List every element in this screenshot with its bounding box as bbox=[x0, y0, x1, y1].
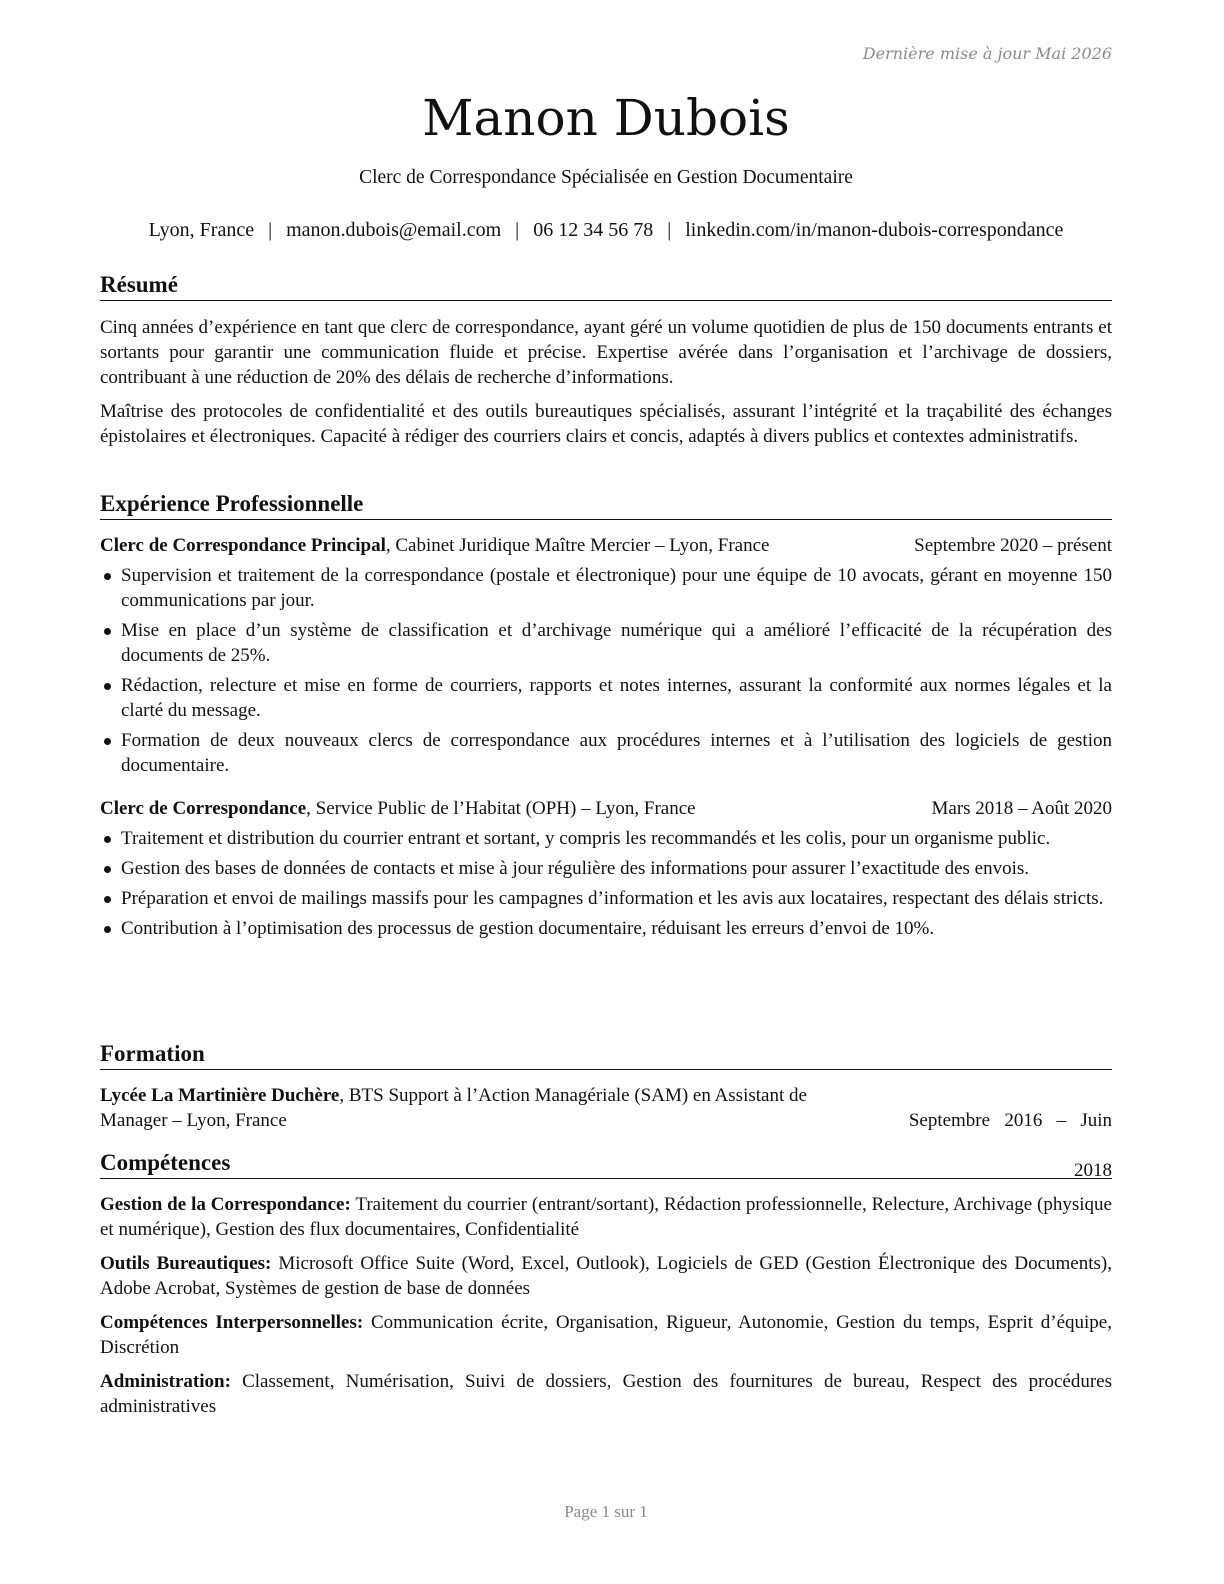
contact-linkedin[interactable]: linkedin.com/in/manon-dubois-correspondance bbox=[685, 219, 1064, 241]
job-header bbox=[100, 533, 1112, 558]
skill-text: Microsoft Office Suite (Word, Excel, Outlook), Logiciels de GED (Gestion Électronique des Documents), Adobe Acrobat, Systèmes de gestion de base de données bbox=[100, 1253, 1112, 1299]
skill-label: Outils Bureautiques: bbox=[100, 1253, 272, 1274]
bullet-icon bbox=[104, 836, 111, 843]
page-number: Page 1 sur 1 bbox=[564, 1502, 648, 1521]
education-degree-line2: Manager – Lyon, France bbox=[100, 1110, 287, 1131]
job-bullets bbox=[100, 826, 1112, 941]
contact-phone: 06 12 34 56 78 bbox=[533, 219, 654, 241]
bullet-icon bbox=[104, 573, 111, 580]
contact-email[interactable]: manon.dubois@email.com bbox=[286, 219, 502, 241]
education-dates-line2: 2018 bbox=[1074, 1160, 1112, 1181]
contact-line bbox=[100, 219, 1112, 242]
job-entry bbox=[100, 533, 1112, 778]
contact-separator: | bbox=[667, 219, 672, 241]
skill-label: Compétences Interpersonnelles: bbox=[100, 1312, 364, 1333]
skill-item bbox=[100, 1369, 1112, 1419]
resume-page bbox=[100, 0, 1112, 1584]
bullet-icon bbox=[104, 896, 111, 903]
bullet-icon bbox=[104, 628, 111, 635]
job-role-org bbox=[100, 533, 769, 558]
contact-separator: | bbox=[515, 219, 520, 241]
summary-section bbox=[100, 271, 1112, 449]
job-org: , Cabinet Juridique Maître Mercier – Lyon, France bbox=[385, 535, 770, 556]
last-updated: Dernière mise à jour Mai 2026 bbox=[862, 44, 1112, 63]
bullet-icon bbox=[104, 683, 111, 690]
bullet-icon bbox=[104, 866, 111, 873]
job-entry bbox=[100, 796, 1112, 941]
skill-item bbox=[100, 1192, 1112, 1242]
bullet-item: Mise en place d’un système de classification et d’archivage numérique qui a amélioré l’efficacité de la récupération des documents de 25%. bbox=[100, 618, 1112, 668]
contact-separator: | bbox=[268, 219, 273, 241]
candidate-name: Manon Dubois bbox=[422, 89, 790, 147]
candidate-headline: Clerc de Correspondance Spécialisée en Gestion Documentaire bbox=[359, 167, 853, 188]
summary-paragraph: Maîtrise des protocoles de confidentialité et des outils bureautiques spécialisés, assurant l’intégrité et la traçabilité des échanges épistolaires et électroniques. Capacité à rédiger des courriers clairs et concis, adaptés à divers publics et contextes administratifs. bbox=[100, 401, 1112, 447]
summary-paragraph: Cinq années d’expérience en tant que clerc de correspondance, ayant géré un volume quotidien de plus de 150 documents entrants et sortants pour garantir une communication fluide et précise. Expertise avérée dans l’organisation et l’archivage de dossiers, contribuant à une réduction de 20% des délais de recherche d’informations. bbox=[100, 317, 1112, 388]
skill-label: Administration: bbox=[100, 1371, 231, 1392]
skill-text: Communication écrite, Organisation, Rigueur, Autonomie, Gestion du temps, Esprit d’équipe, Discrétion bbox=[100, 1312, 1112, 1358]
skill-text: Classement, Numérisation, Suivi de dossiers, Gestion des fournitures de bureau, Respect des procédures administratives bbox=[100, 1371, 1112, 1417]
skill-text: Traitement du courrier (entrant/sortant), Rédaction professionnelle, Relecture, Archivage (physique et numérique), Gestion des flux documentaires, Confidentialité bbox=[100, 1194, 1112, 1240]
section-title-education: Formation bbox=[100, 1040, 1112, 1070]
job-role: Clerc de Correspondance Principal bbox=[100, 535, 386, 556]
skill-item bbox=[100, 1251, 1112, 1301]
skill-item bbox=[100, 1310, 1112, 1360]
skills-section bbox=[100, 1149, 1112, 1419]
education-school: Lycée La Martinière Duchère bbox=[100, 1085, 340, 1106]
education-dates-line1: Septembre 2016 – Juin bbox=[908, 1110, 1112, 1131]
bullet-item: Préparation et envoi de mailings massifs pour les campagnes d’information et les avis aux locataires, respectant des délais stricts. bbox=[100, 886, 1112, 911]
job-header bbox=[100, 796, 1112, 821]
section-title-skills: Compétences bbox=[100, 1149, 1112, 1179]
job-org: , Service Public de l’Habitat (OPH) – Lyon, France bbox=[306, 798, 696, 819]
job-dates: Mars 2018 – Août 2020 bbox=[931, 798, 1112, 819]
contact-location: Lyon, France bbox=[148, 219, 255, 241]
section-title-summary: Résumé bbox=[100, 271, 1112, 301]
bullet-item: Supervision et traitement de la correspondance (postale et électronique) pour une équipe de 10 avocats, gérant en moyenne 150 communications par jour. bbox=[100, 563, 1112, 613]
job-dates: Septembre 2020 – présent bbox=[914, 535, 1112, 556]
job-role-org bbox=[100, 796, 696, 821]
experience-section bbox=[100, 490, 1112, 941]
section-title-experience: Expérience Professionnelle bbox=[100, 490, 1112, 520]
skill-label: Gestion de la Correspondance: bbox=[100, 1194, 351, 1215]
bullet-item: Traitement et distribution du courrier entrant et sortant, y compris les recommandés et les colis, pour un organisme public. bbox=[100, 826, 1112, 851]
bullet-item: Contribution à l’optimisation des processus de gestion documentaire, réduisant les erreurs d’envoi de 10%. bbox=[100, 916, 1112, 941]
bullet-item: Rédaction, relecture et mise en forme de courriers, rapports et notes internes, assurant la conformité aux normes légales et la clarté du message. bbox=[100, 673, 1112, 723]
job-bullets bbox=[100, 563, 1112, 778]
bullet-icon bbox=[104, 738, 111, 745]
bullet-icon bbox=[104, 926, 111, 933]
education-degree-line1: , BTS Support à l’Action Managériale (SAM) en Assistant de bbox=[339, 1085, 807, 1106]
bullet-item: Formation de deux nouveaux clercs de correspondance aux procédures internes et à l’utilisation des logiciels de gestion documentaire. bbox=[100, 728, 1112, 778]
bullet-item: Gestion des bases de données de contacts et mise à jour régulière des informations pour assurer l’exactitude des envois. bbox=[100, 856, 1112, 881]
job-role: Clerc de Correspondance bbox=[100, 798, 307, 819]
